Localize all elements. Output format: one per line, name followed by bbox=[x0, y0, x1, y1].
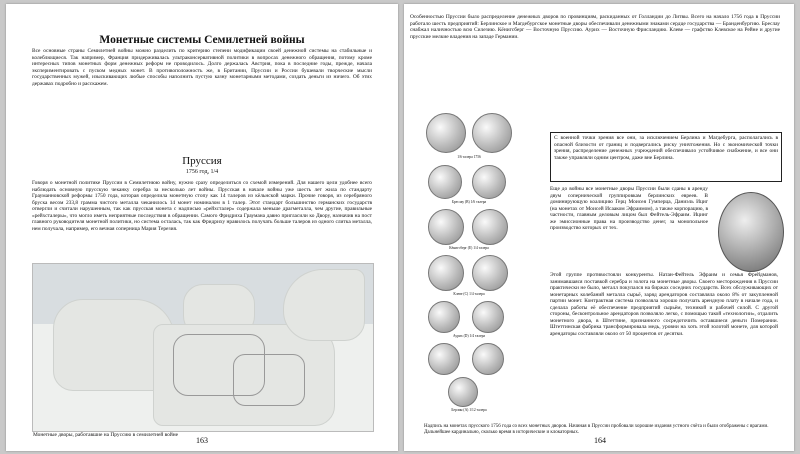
coin-image bbox=[448, 377, 478, 407]
page-number: 163 bbox=[196, 436, 208, 445]
column-paragraph: Еще до войны все монетные дворы Пруссии были сданы в аренду двум сопернической группировкам берлинских евреев. В доминирующую коалицию Герц Моисея Гумперца, Даниэль Ициг (на монетах от Моисей Исааком Эфраимом), а также корпорацию, в частности, главным деловым лицом был Фейтель-Эфраим. Ицинг же эмиссионные права на производство денег, за монопольное производство которых от тех. bbox=[550, 186, 708, 231]
coin-image bbox=[472, 255, 508, 291]
map-border bbox=[233, 354, 305, 406]
coin-image bbox=[428, 343, 460, 375]
framed-text-box: С военной точки зрения все они, за исключением Берлина и Магдебурга, располагались в опасной близости от границ и подвергались риску уничтожения. Но с экономической точки зрения, распределение денежных учреждений обеспечивало устойчивое снабжение, и все они также управляли одним центром, даже вне Берлина. bbox=[550, 132, 782, 182]
page-title: Монетные системы Семилетней войны bbox=[99, 34, 305, 46]
coin-label: Кёнигсберг (E) 1/4 талера bbox=[449, 246, 489, 250]
coin-illustrations bbox=[424, 109, 534, 419]
coin-label: Берлин (A) 1/12 талера bbox=[451, 408, 487, 412]
intro-paragraph: Все основные страны Семилетней войны можно разделить по критерию степени модификации своей денежной системы на стабильные и колеблющиеся. Так например, Франция придерживалась ультраконсервативной политики в вопросах денежного обращения, потому кроме интересных типов монетных форм денежных реформ не проводилось. Долго держалась Австрия, пока в последние годы, прежде, начала экспериментировать с пуском медных монет. В противоположность же, в Британии, Пруссии и России бушевали творческие мысли государственных мужей, изыскивающих любые способы наполнить пустую казну монетарными методами, создать деньги из ничего. Об этих державах подробно и расскажем. bbox=[32, 48, 372, 87]
coin-image bbox=[472, 343, 504, 375]
coin-label: Клеве (C) 1/4 талера bbox=[453, 292, 485, 296]
coin-label: Аурих (D) 1/4 талера bbox=[452, 334, 486, 338]
bottom-paragraph: Этой группе противостояли конкуренты. Натан-Фейтель Эфраим и семья Фрейдманов, занимавшаяся поставкой серебра и золота на монетные дворы. Своего месторождения в Пруссии практически не было, металл покупался на биржах соседних государств. Всех обслуживающих от монетарных колебаний металла сырьё, заряд арендаторов составляла около 8% от закупленной партии монет. Контрактная система позволяла хорошо получать арендную плату в начале года, и сделала работы её обеспечение предприятий сырьём, техникой и рабочей силой. С другой стороны, бесконтрольное арендаторов позволяло легко, с помощью такой «технологии», отдалить монетного двора, в Штеттине, признанного сосредоточить оставшиеся деньги Померании. Штеттинская фабрика трансформировала медь, уровни на хоть этой золотой монете, для которой арендаторы составляли около от 50 процентов от десятки. bbox=[550, 272, 778, 337]
figure-caption: Надпись на монетах прусского 1756 года со всех монетных дворов. Начиная в Пруссии пробовали хорошие издания устного счёта и были отображены с врагами. Дальнейшее кардинально, сколько время в исторические и клокаторных. bbox=[424, 424, 769, 435]
coin-image bbox=[472, 209, 508, 245]
coin-image bbox=[428, 255, 464, 291]
right-page bbox=[404, 4, 794, 451]
coin-image bbox=[428, 209, 464, 245]
coin-label: 1/6 талера 1756 bbox=[457, 155, 481, 159]
section-subheading: 1756 год, 1/4 bbox=[185, 169, 219, 175]
coin-image bbox=[472, 301, 504, 333]
coin-image bbox=[428, 165, 462, 199]
body-paragraph: Говоря о монетной политике Пруссии в Семилетнюю войну, нужно сразу определиться со схемой измерений. Для нашего цели удобнее всего наблюдать основную прусскую чеканку серебра за несколько лет войны. Прусская в начале войны уже шесть лет жила по стандарту Грауманновской реформы 1750 года, которая определила монетную стопу как 14 талеров из кёльнской марки. Прочие говоря, из серебряного бруска весом 233,8 грамма чистого металла чеканилось 14 монет номиналом в 1 талер. Этот стандарт большинство германских государств отвергли и считали нарушенным, так как прусская монета с надписью «рейхсталер» содержала меньше драгметалла, чем другие, правильные «рейхсталеры», что могло иметь неприятные последствия в обращении. Самого Фридриха Граумана давно пригласили ко Двору, назначив на пост главного руководителя монетной политики, но система осталась, так как Фридриху нравилось получать больше талеров из одного слитка металла, нем получала, например, его вечная соперница Мария Терезия. bbox=[32, 180, 372, 232]
map-image bbox=[32, 263, 374, 432]
section-heading: Пруссия bbox=[182, 155, 222, 167]
coin-label: Бреслау (B) 1/6 талера bbox=[451, 200, 487, 204]
top-paragraph: Особенностью Пруссии было распределение денежных дворов по провинциям, раскиданных от Голландии до Литвы. Всего на начало 1756 года в Пруссии работало шесть предприятий: Берлинское и Магдебургское монетные дворы обеспечивали денежными знаками сердце государства — Бранденбургию. Бреслау снабжал наличностью всю Силезию. Кёнигсберг — Восточную Пруссию. Аурих — Восточную Фрисландию. Клеве — графство Клевское на Рейне и другие прусские мелкие владения на западе Германии. bbox=[410, 14, 780, 40]
coin-image bbox=[472, 113, 512, 153]
left-page bbox=[6, 4, 398, 451]
portrait-medal-image bbox=[718, 192, 784, 272]
coin-image bbox=[472, 165, 506, 199]
map-caption: Монетные дворы, работавшие на Пруссию в семилетней войне bbox=[33, 432, 179, 438]
coin-image bbox=[428, 301, 460, 333]
map-land-east bbox=[283, 269, 365, 341]
coin-image bbox=[426, 113, 466, 153]
page-number: 164 bbox=[594, 436, 606, 445]
